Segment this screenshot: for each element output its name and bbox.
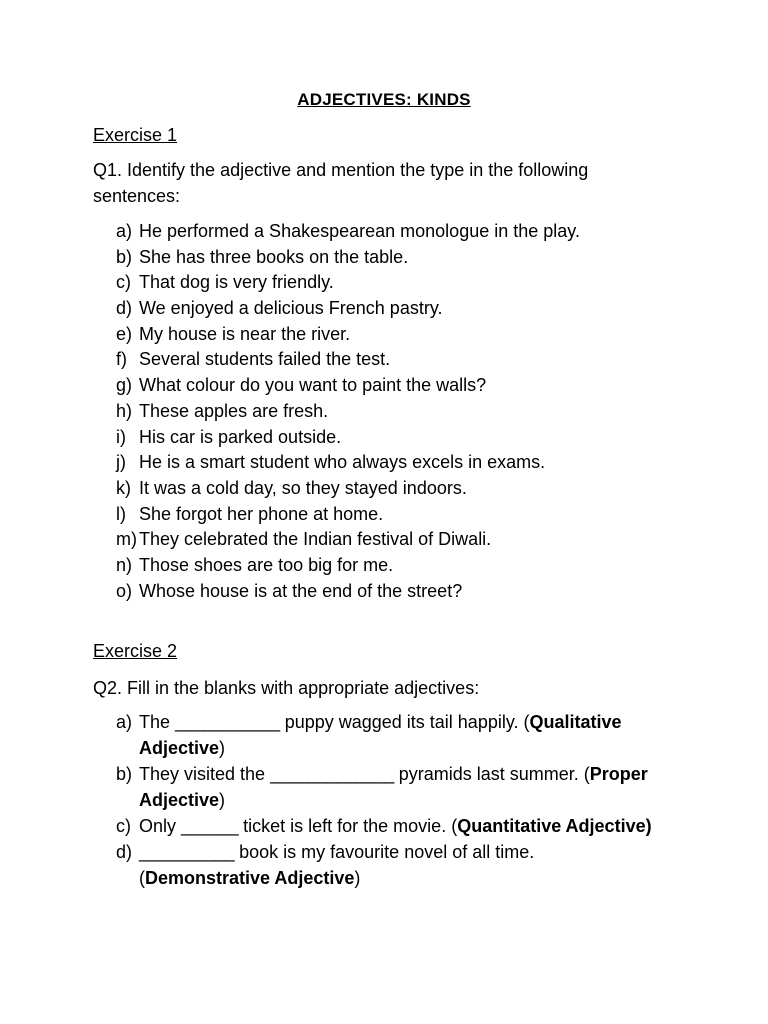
item-text: He is a smart student who always excels in exams. (139, 452, 546, 473)
item-text (139, 709, 669, 761)
item-text: My house is near the river. (139, 323, 351, 344)
item-text (139, 839, 669, 891)
item-label: b) (116, 764, 133, 784)
item-text-after: ticket is left for the movie. ( (243, 816, 458, 836)
question-2: Q2. Fill in the blanks with appropriate adjectives: (93, 678, 480, 698)
list-item (116, 839, 676, 891)
adjective-type-hint: Quantitative Adjective) (457, 816, 652, 836)
fill-blank: ___________ (175, 712, 280, 732)
item-text: She has three books on the table. (139, 246, 409, 267)
list-item (116, 761, 676, 813)
item-label: c) (116, 272, 131, 293)
item-text: He performed a Shakespearean monologue in the play. (139, 221, 580, 241)
list-item (116, 476, 580, 502)
item-text: Those shoes are too big for me. (139, 554, 394, 575)
item-text-after: pyramids last summer. ( (398, 764, 590, 784)
item-text: She forgot her phone at home. (139, 503, 384, 524)
item-text (139, 761, 669, 813)
item-label: j) (116, 452, 126, 473)
item-text-after: puppy wagged its tail happily. ( (284, 712, 530, 732)
item-text-close: ) (219, 738, 226, 758)
item-label: f) (116, 349, 127, 370)
item-label: d) (116, 842, 133, 862)
item-label: n) (116, 554, 133, 575)
list-item (116, 219, 580, 245)
item-text (139, 813, 669, 839)
list-item (116, 553, 580, 579)
list-item (116, 709, 676, 761)
list-item (116, 373, 580, 399)
fill-blank: ______ (181, 816, 239, 836)
item-label: d) (116, 298, 133, 319)
exercise-1-list (116, 219, 580, 604)
list-item (116, 425, 580, 451)
list-item (116, 450, 580, 476)
item-text: It was a cold day, so they stayed indoors. (139, 477, 467, 498)
item-label: o) (116, 580, 133, 601)
item-text: Several students failed the test. (139, 349, 391, 370)
list-item (116, 245, 580, 271)
item-text: His car is parked outside. (139, 426, 342, 447)
list-item (116, 502, 580, 528)
item-label: k) (116, 477, 131, 498)
fill-blank: _____________ (270, 764, 394, 784)
list-item (116, 347, 580, 373)
item-text-before: Only (139, 816, 177, 836)
item-text-after: book is my favourite novel of all time. ( (139, 842, 535, 888)
adjective-type-hint: Qualitative Adjective (139, 712, 622, 758)
list-item (116, 270, 580, 296)
item-label: a) (116, 712, 133, 732)
list-item (116, 399, 580, 425)
item-text: These apples are fresh. (139, 400, 329, 421)
item-text-close: ) (354, 868, 361, 888)
item-label: e) (116, 323, 133, 344)
item-label: i) (116, 426, 126, 447)
list-item (116, 813, 676, 839)
list-item (116, 579, 580, 605)
question-1: Q1. Identify the adjective and mention the type in the following sentences: (93, 160, 589, 206)
item-label: c) (116, 816, 131, 836)
list-item (116, 527, 580, 553)
fill-blank: __________ (139, 842, 235, 862)
item-text: What colour do you want to paint the walls? (139, 375, 487, 396)
item-label: a) (116, 221, 133, 241)
item-label: h) (116, 400, 133, 421)
item-text-close: ) (219, 790, 226, 810)
item-label: b) (116, 246, 133, 267)
item-text-before: They visited the (139, 764, 266, 784)
exercise-2-list (116, 709, 676, 891)
item-text: Whose house is at the end of the street? (139, 580, 463, 601)
exercise-1-heading: Exercise 1 (93, 125, 178, 145)
item-label: l) (116, 503, 126, 524)
item-text-before: The (139, 712, 171, 732)
item-label: g) (116, 375, 133, 396)
item-text: They celebrated the Indian festival of Diwali. (139, 529, 492, 550)
item-text: We enjoyed a delicious French pastry. (139, 298, 443, 319)
list-item (116, 296, 580, 322)
item-text: That dog is very friendly. (139, 272, 334, 293)
adjective-type-hint: Proper Adjective (139, 764, 648, 810)
document-title: ADJECTIVES: KINDS (297, 90, 471, 109)
exercise-2-heading: Exercise 2 (93, 641, 178, 661)
list-item (116, 322, 580, 348)
adjective-type-hint: Demonstrative Adjective (145, 868, 355, 888)
item-label: m) (116, 529, 137, 550)
